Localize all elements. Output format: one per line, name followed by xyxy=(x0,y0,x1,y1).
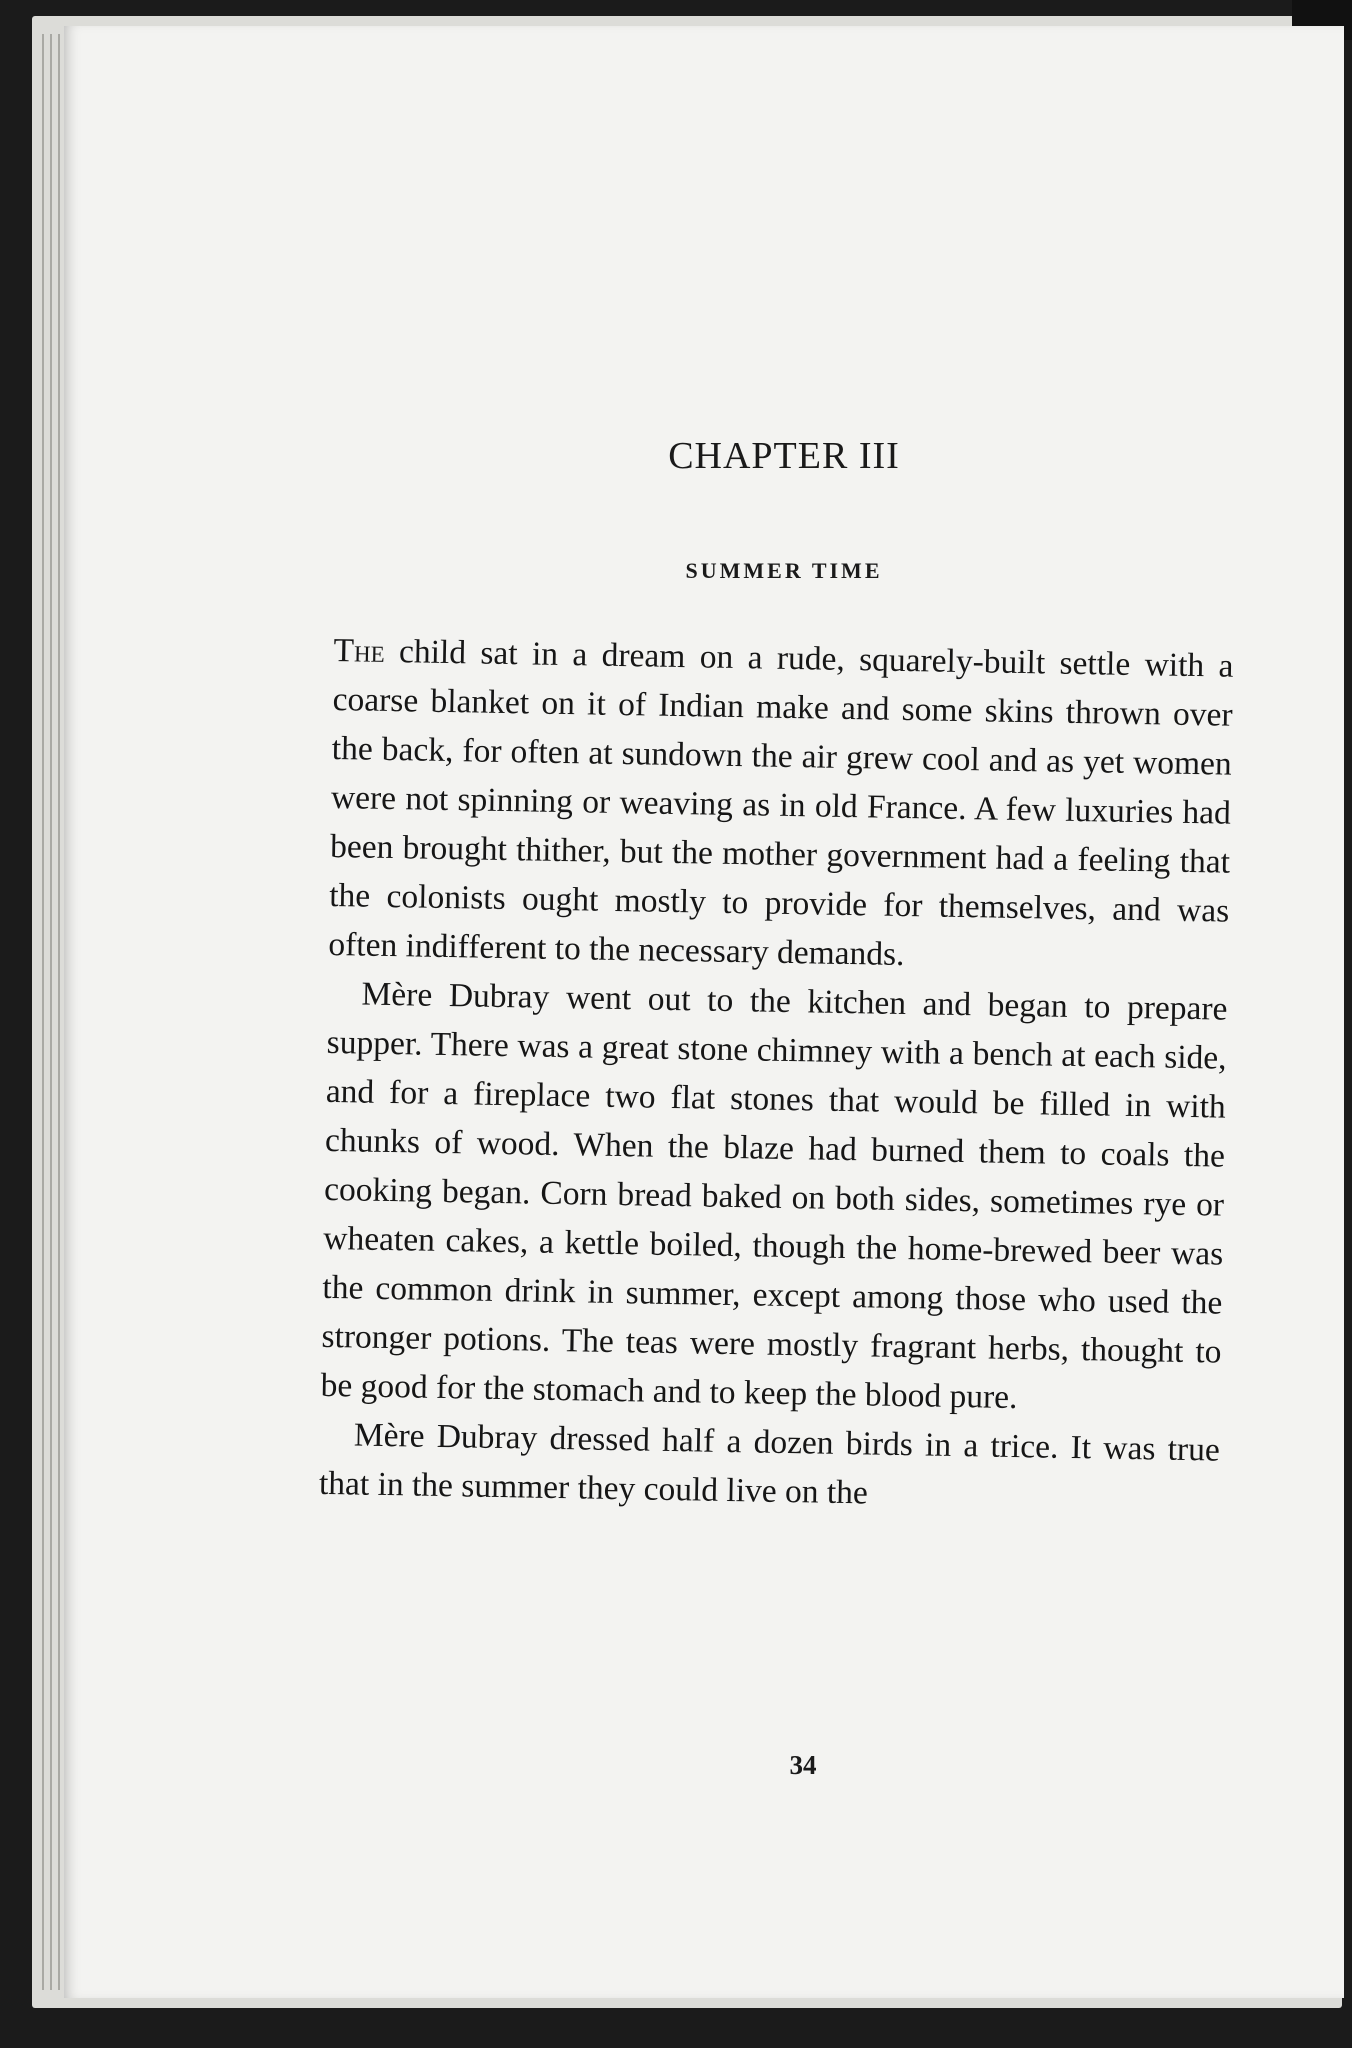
chapter-subtitle: SUMMER TIME xyxy=(685,558,883,583)
page-edge xyxy=(58,34,60,1990)
page-edge xyxy=(50,34,52,1990)
paragraph-lead-word: The xyxy=(333,631,386,670)
paragraph-1 xyxy=(328,626,1234,985)
paragraph-2: Mère Dubray went out to the kitchen and began to prepare supper. There was a great stone chimney with a bench at each side, and for a fireplace two flat stones that would be filled in with chunks of wood. When the blaze had burned them to coals the cooking began. Corn bread baked on both sides, sometimes rye or wheaten cakes, a kettle boiled, though the home-brewed beer was the common drink in summer, except among those who used the stronger potions. The teas were mostly fragrant herbs, thought to be good for the stomach and to keep the blood pure. xyxy=(320,975,1228,1417)
book-page xyxy=(64,26,1344,1998)
chapter-body xyxy=(319,626,1234,1524)
chapter-title: CHAPTER III xyxy=(668,435,900,477)
paragraph-3: Mère Dubray dressed half a dozen birds in a trice. It was true that in the summer they could live on the xyxy=(318,1416,1221,1512)
page-edge xyxy=(42,34,44,1990)
paragraph-1-text: child sat in a dream on a rude, squarely-built settle with a coarse blanket on it of Indian make and some skins thrown over the back, for often at sundown the air grew cool and as yet women were not spinning or weaving as in old France. A few luxuries had been brought thither, but the mother government had a feeling that the colonists ought mostly to provide for themselves, and was often indifferent to the necessary demands. xyxy=(328,632,1234,974)
page-number: 34 xyxy=(789,1750,817,1780)
